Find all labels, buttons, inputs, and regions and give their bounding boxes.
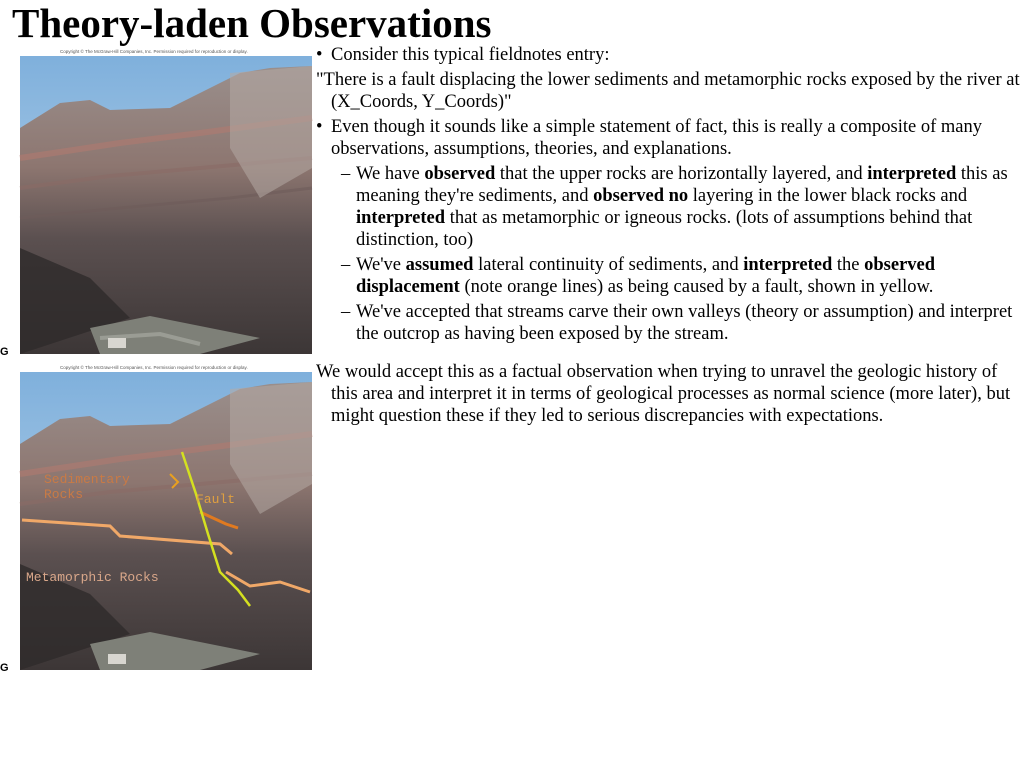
dash-marker: –: [341, 302, 351, 322]
bullet-intro-text: Consider this typical fieldnotes entry:: [331, 45, 610, 65]
sub-bullet-streams-text: We've accepted that streams carve their own valleys (theory or assumption) and interpret the outcrop as having been exposed by the stream.: [356, 302, 1013, 344]
copyright-notice: Copyright © The McGraw-Hill Companies, Inc. Permission required for reproduction or display.: [60, 365, 248, 370]
text-run: (note orange lines) as being caused by a fault, shown in yellow.: [459, 277, 934, 297]
emphasis-observed-displacement: observed displacement: [356, 255, 936, 297]
bullet-marker: •: [316, 117, 323, 137]
text-run: the: [832, 255, 865, 275]
text-run: lateral continuity of sediments, and: [473, 255, 744, 275]
sub-bullet-observed: [316, 163, 1020, 251]
slide-body: [316, 44, 1020, 430]
text-run: We've: [356, 255, 406, 275]
sub-bullet-assumed: [316, 254, 1020, 298]
dash-marker: –: [341, 255, 351, 275]
text-run: this as meaning they're sediments, and: [356, 164, 1008, 206]
emphasis-observed-no: observed no: [593, 186, 689, 206]
copyright-notice: Copyright © The McGraw-Hill Companies, Inc. Permission required for reproduction or display.: [60, 49, 248, 54]
emphasis-interpreted: interpreted: [867, 164, 957, 184]
canyon-photo-plain-image: [0, 48, 314, 358]
canyon-photo-annotated: [0, 364, 314, 674]
bullet-composite-text: Even though it sounds like a simple statement of fact, this is really a composite of many observations, assumptions, theories, and explanations.: [331, 117, 982, 159]
emphasis-observed: observed: [424, 164, 496, 184]
slide-title: Theory-laden Observations: [12, 0, 492, 46]
bullet-intro: [316, 44, 1020, 66]
text-run: that as metamorphic or igneous rocks. (lots of assumptions behind that distinction, too): [356, 208, 973, 250]
label-metamorphic-rocks: Metamorphic Rocks: [26, 570, 159, 585]
fieldnote-quote: "There is a fault displacing the lower sediments and metamorphic rocks exposed by the river at (X_Coords, Y_Coords)": [316, 70, 1020, 112]
text-run: We have: [356, 164, 425, 184]
closing-paragraph: We would accept this as a factual observation when trying to unravel the geologic history of this area and interpret it in terms of geological processes as normal science (more later), but might question these if they led to serious discrepancies with expectations.: [316, 362, 1011, 426]
emphasis-interpreted: interpreted: [743, 255, 833, 275]
canyon-photo-annotated-image: [0, 364, 314, 674]
panel-label: G: [0, 346, 9, 358]
label-fault: Fault: [196, 492, 236, 507]
sub-bullet-streams: [316, 301, 1020, 345]
panel-label: G: [0, 662, 9, 674]
canyon-photo-plain: [0, 48, 314, 358]
text-run: that the upper rocks are horizontally layered, and: [495, 164, 868, 184]
label-sedimentary-rocks: Sedimentary Rocks: [44, 472, 130, 502]
bullet-marker: •: [316, 45, 323, 65]
dash-marker: –: [341, 164, 351, 184]
bullet-composite: [316, 116, 1020, 160]
emphasis-assumed: assumed: [405, 255, 474, 275]
emphasis-interpreted: interpreted: [356, 208, 446, 228]
text-run: layering in the lower black rocks and: [688, 186, 968, 206]
